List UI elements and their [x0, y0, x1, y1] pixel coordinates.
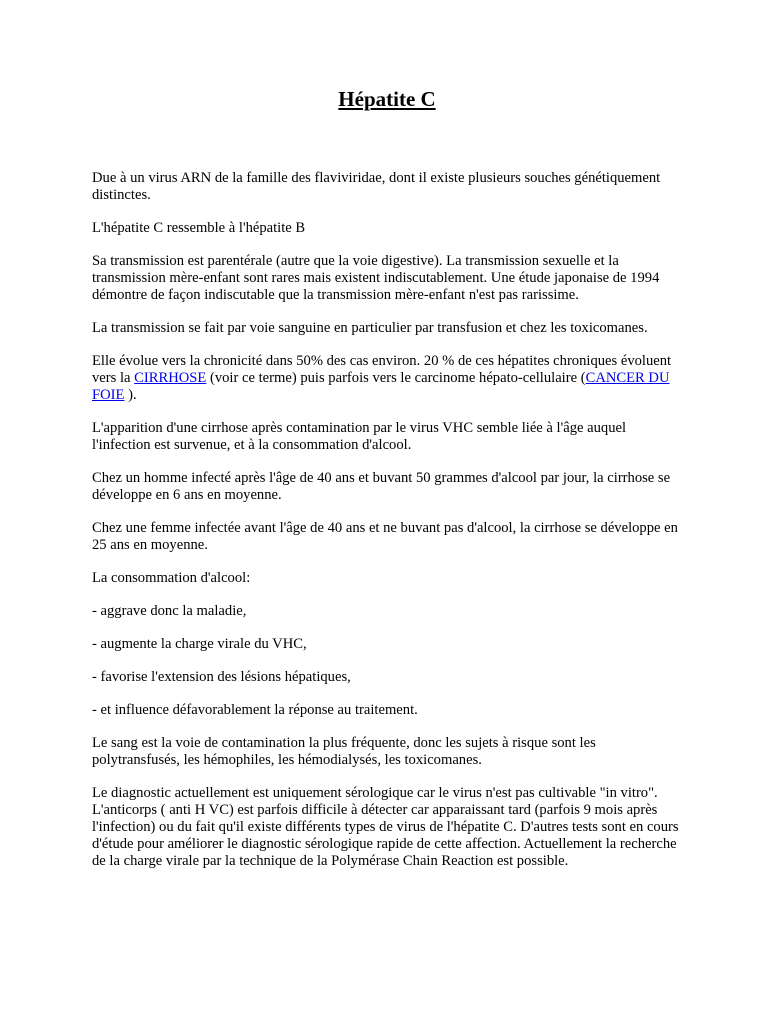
paragraph-woman-example: Chez une femme infectée avant l'âge de 40 ans et ne buvant pas d'alcool, la cirrhose se développe en 25 ans en moyenne. [92, 520, 678, 553]
paragraph-risk-groups: Le sang est la voie de contamination la plus fréquente, donc les sujets à risque sont les polytransfusés, les hémophiles, les hémodialysés, les toxicomanes. [92, 735, 596, 768]
paragraph-virus-origin: Due à un virus ARN de la famille des flaviviridae, dont il existe plusieurs souches génétiquement distinctes. [92, 170, 661, 203]
paragraph-transmission-blood: La transmission se fait par voie sanguine en particulier par transfusion et chez les toxicomanes. [92, 320, 648, 336]
list-item-aggravates: - aggrave donc la maladie, [92, 603, 247, 619]
paragraph-chronicity [92, 353, 682, 404]
paragraph-transmission-parenteral: Sa transmission est parentérale (autre que la voie digestive). La transmission sexuelle et la transmission mère-enfant sont rares mais existent indiscutablement. Une étude japonaise de 1994 démontre de façon indiscutable que la transmission mère-enfant n'est pas rarissime. [92, 253, 660, 303]
list-item-viral-load: - augmente la charge virale du VHC, [92, 636, 307, 652]
list-item-lesions: - favorise l'extension des lésions hépatiques, [92, 669, 351, 685]
list-item-treatment: - et influence défavorablement la réponse au traitement. [92, 702, 418, 718]
document-body [92, 170, 682, 886]
paragraph-man-example: Chez un homme infecté après l'âge de 40 ans et buvant 50 grammes d'alcool par jour, la cirrhose se développe en 6 ans en moyenne. [92, 470, 671, 503]
paragraph-similarity-b: L'hépatite C ressemble à l'hépatite B [92, 220, 306, 236]
paragraph-alcohol-intro: La consommation d'alcool: [92, 570, 251, 586]
paragraph-cirrhosis-factors: L'apparition d'une cirrhose après contamination par le virus VHC semble liée à l'âge auquel l'infection est survenue, et à la consommation d'alcool. [92, 420, 627, 453]
link-cancer-du-foie[interactable]: CANCER DU FOIE [92, 370, 670, 403]
chronicity-text-start: Elle évolue vers la chronicité dans 50% des cas environ. 20 % de ces hépatites chroniques évoluent vers la [92, 353, 672, 386]
link-cirrhose[interactable]: CIRRHOSE [134, 370, 207, 386]
chronicity-text-end: ). [124, 387, 137, 403]
page-title: Hépatite C [338, 87, 436, 111]
chronicity-text-middle: (voir ce terme) puis parfois vers le carcinome hépato-cellulaire ( [206, 370, 586, 386]
paragraph-diagnosis: Le diagnostic actuellement est uniquement sérologique car le virus n'est pas cultivable "in vitro". L'anticorps ( anti H VC) est parfois difficile à détecter car apparaissant tard (parfois 9 mois après l'infection) ou du fait qu'il existe différents types de virus de l'hépatite C. D'autres tests sont en cours d'étude pour améliorer le diagnostic sérologique rapide de cette affection. Actuellement la recherche de la charge virale par la technique de la Polymérase Chain Reaction est possible. [92, 785, 679, 869]
